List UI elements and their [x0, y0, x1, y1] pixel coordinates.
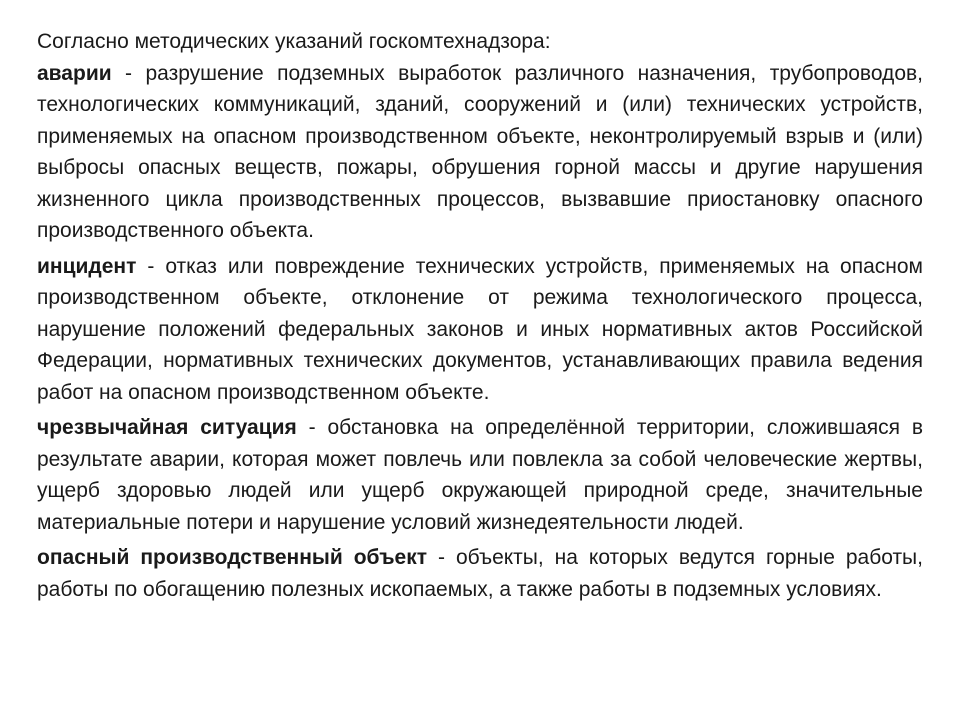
text-box [37, 26, 923, 609]
definition-incident [37, 251, 923, 409]
definition-emergency [37, 412, 923, 538]
term-emergency: чрезвычайная ситуация [37, 416, 297, 439]
term-accidents: аварии [37, 61, 112, 85]
term-hazardous-facility: опасный производственный объект [37, 546, 428, 569]
definition-hazardous-facility [37, 542, 923, 605]
term-incident: инцидент [37, 254, 137, 278]
intro-text: Согласно методических указаний госкомтехнадзора: [37, 30, 551, 53]
definition-text-incident: - отказ или повреждение технических устройств, применяемых на опасном производственном объекте, отклонение от режима технологического процесса, нарушение положений федеральных законов и иных нормативных актов Российской Федерации, нормативных технических документов, устанавливающих правила ведения работ на опасном производственном объекте. [37, 254, 923, 404]
definition-text-accidents: - разрушение подземных выработок различного назначения, трубопроводов, технологических коммуникаций, зданий, сооружений и (или) технических устройств, применяемых на опасном производственном объекте, неконтролируемый взрыв и (или) выбросы опасных веществ, пожары, обрушения горной массы и другие нарушения жизненного цикла производственных процессов, вызвавшие приостановку опасного производственного объекта. [37, 61, 923, 242]
definition-text-hazardous-facility: - объекты, на которых ведутся горные работы, работы по обогащению полезных ископаемых, а также работы в подземных условиях. [37, 546, 923, 601]
definition-text-emergency: - обстановка на определённой территории, сложившаяся в результате аварии, которая может повлечь или повлекла за собой человеческие жертвы, ущерб здоровью людей или ущерб окружающей природной среде, значительные материальные потери и нарушение условий жизнедеятельности людей. [37, 416, 923, 534]
definition-accidents [37, 58, 923, 247]
